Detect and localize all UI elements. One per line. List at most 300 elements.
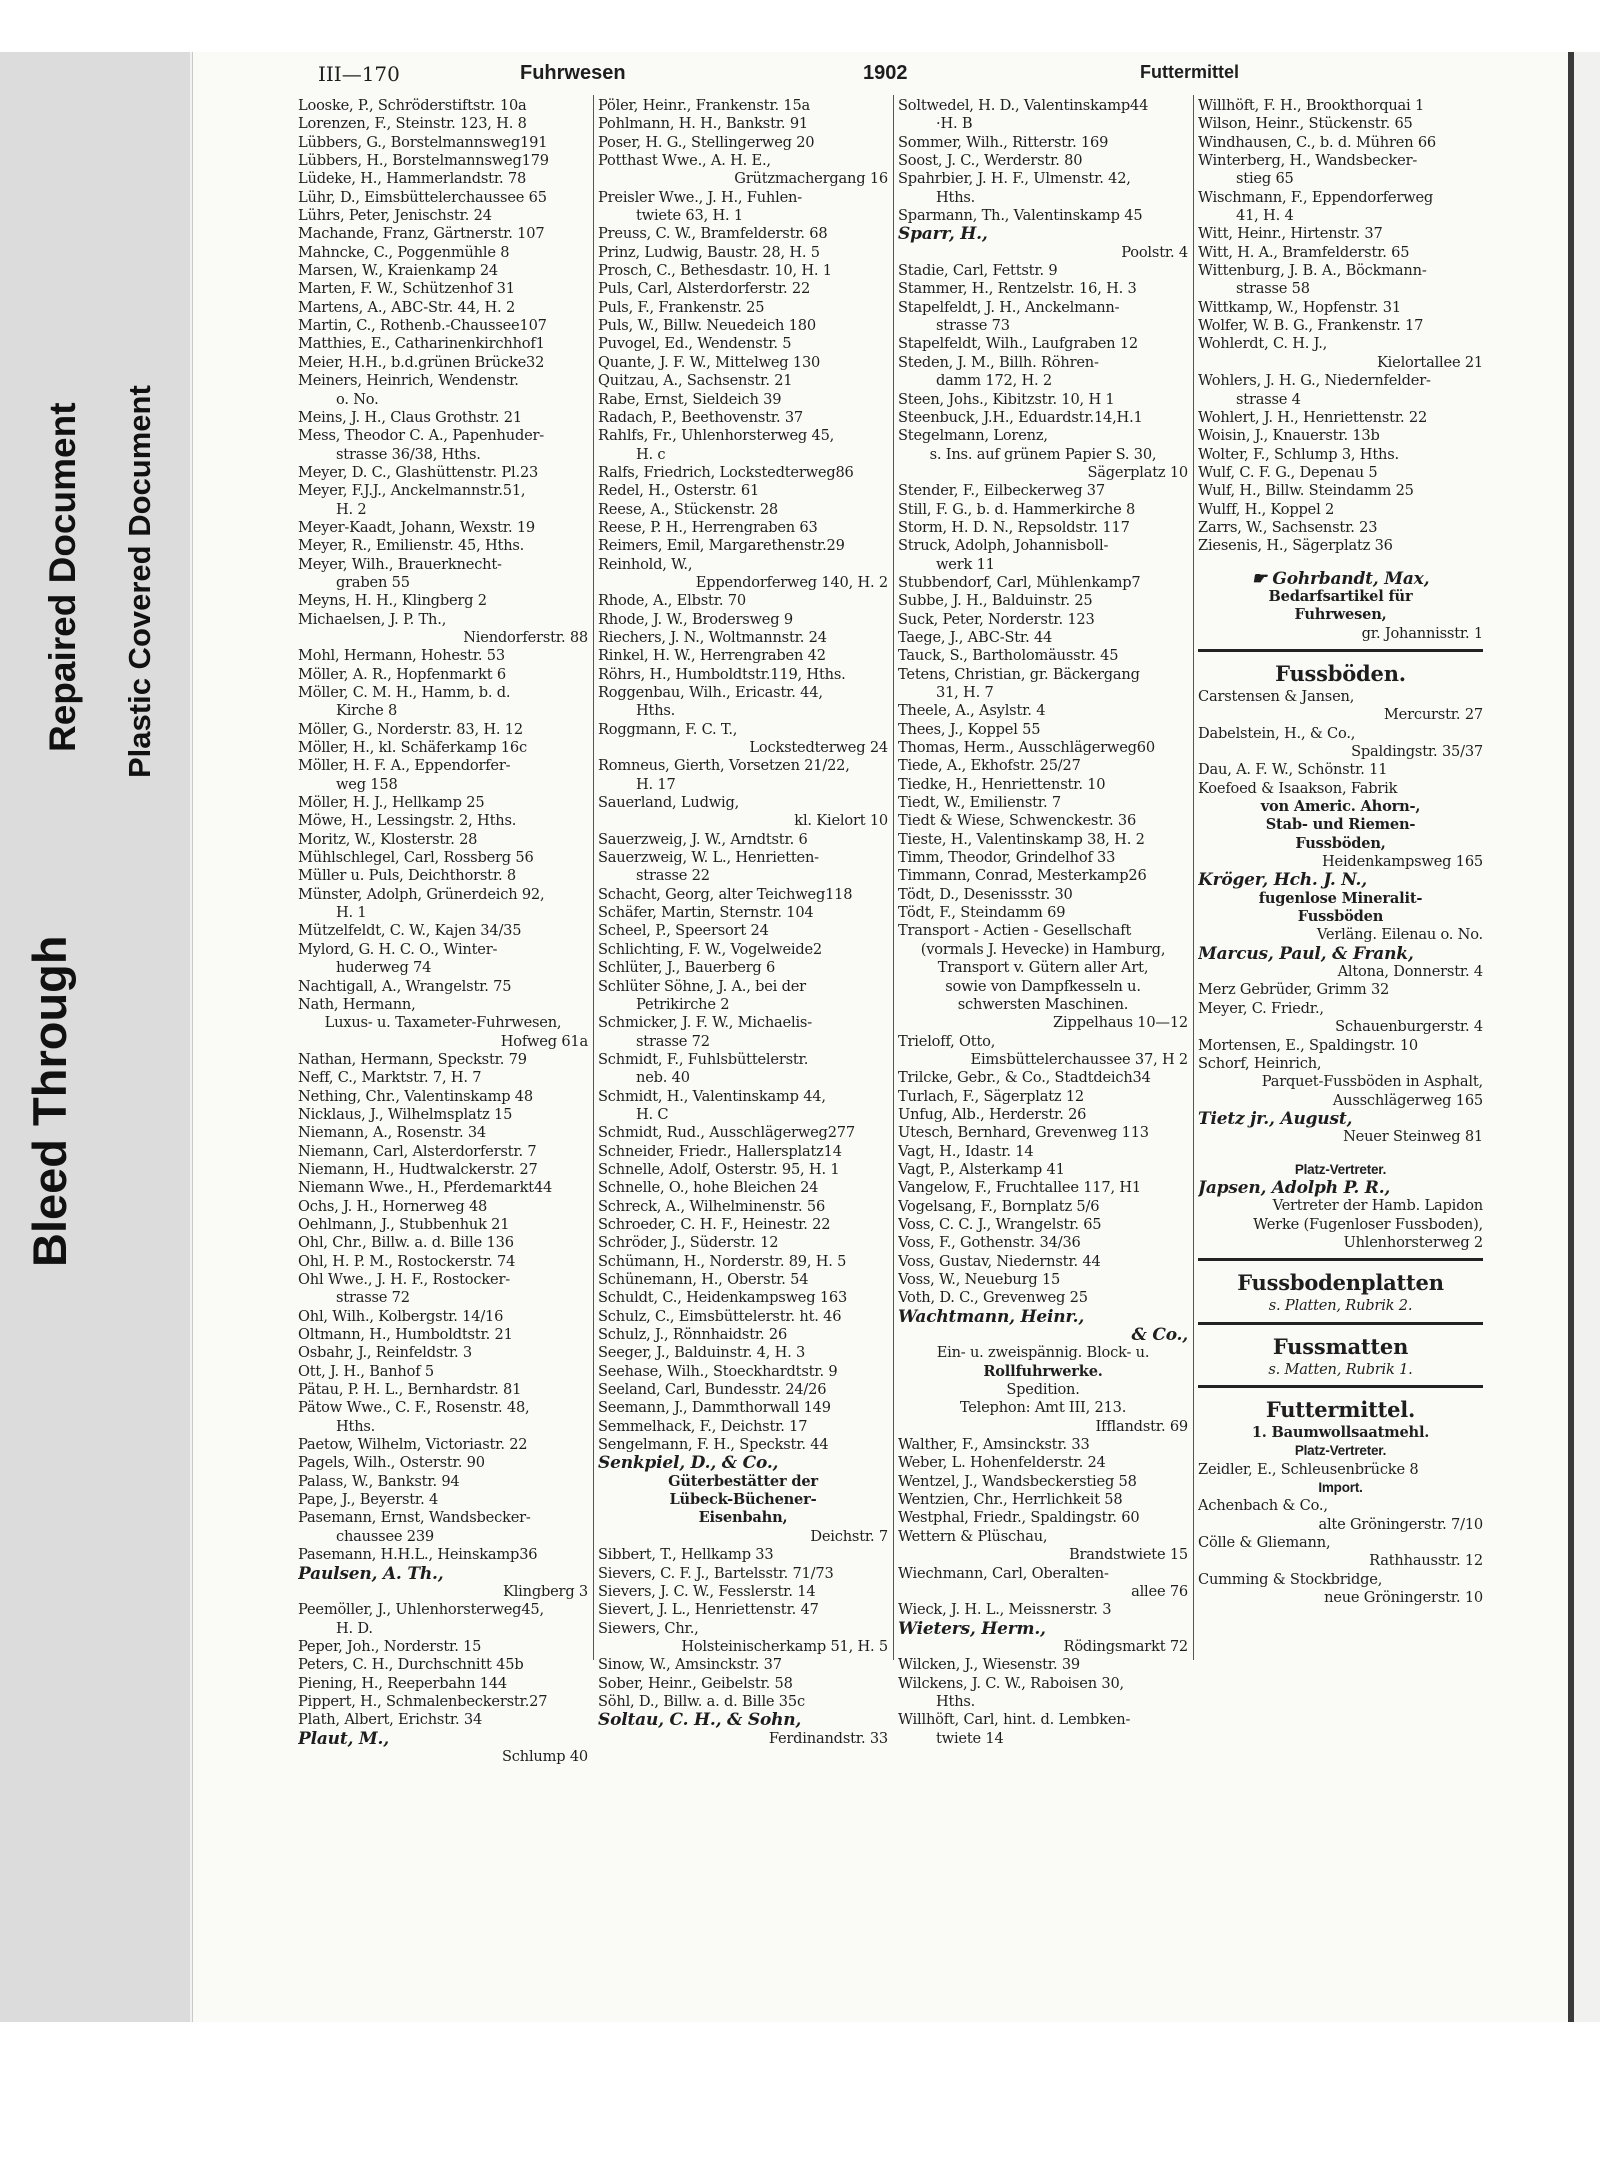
directory-entry: Spahrbier, J. H. F., Ulmenstr. 42, [898,170,1131,188]
directory-entry: Oltmann, H., Humboldtstr. 21 [298,1326,513,1344]
directory-entry: Thees, J., Koppel 55 [898,720,1041,738]
column-divider [1193,95,1194,1660]
directory-entry: Witt, Heinr., Hirtenstr. 37 [1198,225,1383,243]
directory-entry: Sievers, C. F. J., Bartelsstr. 71/73 [598,1564,834,1582]
directory-entry: Mortensen, E., Spaldingstr. 10 [1198,1036,1419,1054]
entry-continuation: chaussee 239 [336,1527,435,1545]
directory-entry: Wilcken, J., Wiesenstr. 39 [898,1656,1080,1674]
directory-entry: Mylord, G. H. C. O., Winter- [298,940,498,958]
directory-entry: Weber, L. Hohenfelderstr. 24 [898,1454,1106,1472]
entry-description: Rollfuhrwerke. [983,1362,1103,1380]
directory-entry: Vangelow, F., Fruchtallee 117, H1 [898,1179,1141,1197]
directory-entry: Oehlmann, J., Stubbenhuk 21 [298,1215,510,1233]
entry-continuation: Klingberg 3 [503,1582,588,1600]
directory-entry: Neff, C., Marktstr. 7, H. 7 [298,1069,482,1087]
entry-continuation: Holsteinischerkamp 51, H. 5 [681,1637,888,1655]
directory-entry: Martin, C., Rothenb.-Chaussee107 [298,317,547,335]
directory-entry: Machande, Franz, Gärtnerstr. 107 [298,225,545,243]
entry-continuation: Ifflandstr. 69 [1095,1417,1188,1435]
directory-entry: Semmelhack, F., Deichstr. 17 [598,1417,808,1435]
directory-entry: Paetow, Wilhelm, Victoriastr. 22 [298,1436,528,1454]
directory-entry: Stegelmann, Lorenz, [898,427,1048,445]
directory-entry: Woisin, J., Knauerstr. 13b [1198,427,1380,445]
entry-description: 1. Baumwollsaatmehl. [1251,1423,1430,1441]
directory-entry: Söhl, D., Billw. a. d. Bille 35c [598,1692,805,1710]
directory-entry: Ohl, Wilh., Kolbergstr. 14/16 [298,1307,504,1325]
entry-continuation: Rödingsmarkt 72 [1063,1637,1188,1655]
directory-entry: Peper, Joh., Norderstr. 15 [298,1637,482,1655]
directory-entry: Scheel, P., Speersort 24 [598,922,769,940]
directory-entry: Redel, H., Osterstr. 61 [598,482,760,500]
subsection-heading: Import. [1318,1480,1363,1495]
directory-entry: Westphal, Friedr., Spaldingstr. 60 [898,1509,1140,1527]
directory-entry: Wettern & Plüschau, [898,1527,1048,1545]
directory-entry: Suck, Peter, Norderstr. 123 [898,610,1095,628]
directory-entry: Schmidt, Rud., Ausschlägerweg277 [598,1124,855,1142]
plastic-covered-label: Plastic Covered Document [122,385,157,778]
directory-entry: Roggenbau, Wilh., Ericastr. 44, [598,684,823,701]
directory-entry: Sparmann, Th., Valentinskamp 45 [898,207,1143,225]
directory-entry: Mützelfeldt, C. W., Kajen 34/35 [298,922,522,940]
entry-continuation: H. c [636,445,666,463]
entry-continuation: neue Gröningerstr. 10 [1324,1589,1483,1607]
directory-entry: Piening, H., Reeperbahn 144 [298,1674,508,1692]
directory-entry: Timmann, Conrad, Mesterkamp26 [898,867,1147,885]
directory-entry: Möwe, H., Lessingstr. 2, Hths. [298,812,517,830]
directory-entry: Michaelsen, J. P. Th., [298,610,447,628]
directory-entry: Walther, F., Amsinckstr. 33 [898,1436,1090,1454]
entry-description: Telephon: Amt III, 213. [959,1399,1127,1417]
directory-entry: Meyer, F.J.J., Anckelmannstr.51, [298,482,526,500]
directory-entry: Schmidt, F., Fuhlsbüttelerstr. [598,1050,809,1068]
directory-entry: Wolfer, W. B. G., Frankenstr. 17 [1198,317,1424,335]
highlighted-entry: Kröger, Hch. J. N., [1198,871,1367,890]
column-1 [298,97,588,1766]
directory-entry: Koefoed & Isaakson, Fabrik [1198,779,1398,797]
directory-entry: Voss, W., Neueburg 15 [898,1271,1061,1288]
directory-entry: Lübbers, G., Borstelmannsweg191 [298,133,548,151]
directory-entry: Mühlschlegel, Carl, Rossberg 56 [298,849,534,867]
entry-continuation: Rathhausstr. 12 [1369,1552,1483,1570]
entry-continuation: Poolstr. 4 [1121,243,1188,261]
directory-entry: Pagels, Wilh., Osterstr. 90 [298,1454,485,1472]
directory-entry: Voss, Gustav, Niedernstr. 44 [898,1252,1101,1270]
directory-entry: Preisler Wwe., J. H., Fuhlen- [598,188,802,206]
directory-entry: Nachtigall, A., Wrangelstr. 75 [298,977,512,995]
directory-entry: Schmicker, J. F. W., Michaelis- [598,1014,812,1032]
directory-entry: Möller, H., kl. Schäferkamp 16c [298,739,527,757]
directory-entry: Meyer, D. C., Glashüttenstr. Pl.23 [298,463,539,481]
bleed-through-label: Bleed Through [23,935,76,1267]
entry-description: Bedarfsartikel für [1268,587,1413,605]
highlighted-entry: Soltau, C. H., & Sohn, [598,1711,802,1730]
directory-entry: Seeger, J., Balduinstr. 4, H. 3 [598,1344,806,1362]
directory-entry: Sauerzweig, W. L., Henrietten- [598,849,819,867]
entry-description: Spedition. [1006,1381,1080,1399]
page-header [318,62,1546,92]
directory-entry: Unfug, Alb., Herderstr. 26 [898,1105,1087,1123]
directory-entry: Seehase, Wilh., Stoeckhardtstr. 9 [598,1362,838,1380]
entry-continuation: damm 172, H. 2 [936,372,1052,390]
entry-description: Transport v. Gütern aller Art, [937,959,1149,977]
entry-continuation: Brandstwiete 15 [1068,1546,1188,1564]
entry-continuation: Neuer Steinweg 81 [1343,1128,1483,1146]
directory-entry: Schnelle, O., hohe Bleichen 24 [598,1179,819,1197]
entry-continuation: Spaldingstr. 35/37 [1351,743,1483,760]
directory-entry: Preuss, C. W., Bramfelderstr. 68 [598,225,828,243]
directory-entry: Pasemann, H.H.L., Heinskamp36 [298,1546,538,1564]
directory-entry: Meyer, C. Friedr., [1198,999,1324,1017]
directory-entry: Subbe, J. H., Balduinstr. 25 [898,592,1093,610]
directory-entry: Wieck, J. H. L., Meissnerstr. 3 [898,1601,1112,1619]
directory-entry: Plath, Albert, Erichstr. 34 [298,1711,483,1729]
directory-entry: Schäfer, Martin, Sternstr. 104 [598,904,814,922]
entry-description: Luxus- u. Taxameter-Fuhrwesen, [324,1014,562,1032]
spacer [1198,1147,1483,1161]
entry-continuation: Zippelhaus 10—12 [1053,1014,1188,1032]
directory-entry: Sievert, J. L., Henriettenstr. 47 [598,1601,819,1619]
directory-entry: Niemann, Carl, Alsterdorferstr. 7 [298,1142,537,1160]
directory-entry: Utesch, Bernhard, Grevenweg 113 [898,1124,1149,1142]
directory-entry: Transport - Actien - Gesellschaft [898,922,1132,940]
entry-continuation: Kirche 8 [336,702,398,720]
directory-entry: Ohl, Chr., Billw. a. d. Bille 136 [298,1234,514,1252]
entry-continuation: H. C [636,1105,669,1123]
entry-continuation: Hofweg 61a [500,1032,588,1050]
section-heading: Fussbodenplatten [1237,1270,1444,1296]
cross-reference: s. Matten, Rubrik 1. [1268,1360,1413,1378]
highlighted-entry: Plaut, M., [298,1729,389,1748]
directory-entry: Möller, H. J., Hellkamp 25 [298,794,485,812]
directory-entry: Timm, Theodor, Grindelhof 33 [898,849,1116,867]
directory-entry: Lühr, D., Eimsbüttelerchaussee 65 [298,188,547,206]
directory-entry: Rabe, Ernst, Sieldeich 39 [598,390,782,408]
directory-entry: Quante, J. F. W., Mittelweg 130 [598,353,821,371]
directory-entry: Tiedt, W., Emilienstr. 7 [898,794,1061,812]
entry-description: Güterbestätter der [668,1472,818,1490]
directory-entry: Siewers, Chr., [598,1619,699,1637]
entry-continuation: Sägerplatz 10 [1087,463,1188,481]
directory-entry: Schnelle, Adolf, Osterstr. 95, H. 1 [598,1160,840,1178]
directory-entry: Soost, J. C., Werderstr. 80 [898,152,1083,170]
entry-continuation: ·H. B [936,115,973,133]
directory-entry: Meier, H.H., b.d.grünen Brücke32 [298,353,545,371]
entry-description: Eisenbahn, [698,1509,788,1527]
entry-continuation: Schlump 40 [501,1747,588,1765]
directory-entry: Röhrs, H., Humboldtstr.119, Hths. [598,665,846,683]
entry-continuation: H. D. [336,1619,373,1637]
directory-entry: Lübbers, H., Borstelmannsweg179 [298,152,549,170]
highlighted-entry: Marcus, Paul, & Frank, [1198,944,1414,964]
directory-entry: Schünemann, H., Oberstr. 54 [598,1271,809,1288]
section-heading: Fussmatten [1272,1333,1409,1359]
directory-entry: Lüdeke, H., Hammerlandstr. 78 [298,170,527,188]
directory-entry: Wittkamp, W., Hopfenstr. 31 [1198,298,1401,316]
directory-entry: Wohlerdt, C. H. J., [1198,335,1328,353]
entry-description: Fuhrwesen, [1294,606,1387,624]
directory-entry: Ohl, H. P. M., Rostockerstr. 74 [298,1252,516,1270]
directory-entry: Pöler, Heinr., Frankenstr. 15a [598,97,811,114]
directory-entry: Riechers, J. N., Woltmannstr. 24 [598,628,827,646]
directory-entry: Schlichting, F. W., Vogelweide2 [598,940,823,958]
directory-entry: Reese, A., Stückenstr. 28 [598,500,779,518]
directory-entry: Cumming & Stockbridge, [1198,1570,1383,1588]
directory-entry: Seemann, J., Dammthorwall 149 [598,1399,831,1417]
directory-entry: Voss, C. C. J., Wrangelstr. 65 [898,1215,1102,1233]
cross-reference: s. Platten, Rubrik 2. [1268,1297,1413,1315]
directory-entry: Wohlers, J. H. G., Niedernfelder- [1198,372,1431,390]
directory-entry: Marsen, W., Kraienkamp 24 [298,262,499,280]
entry-continuation: Lockstedterweg 24 [749,739,888,757]
directory-entry: Ott, J. H., Banhof 5 [298,1362,434,1380]
entry-continuation: Hths. [936,188,976,206]
highlighted-entry: Sparr, H., [898,225,988,244]
entry-description: Fussböden [1297,908,1384,926]
entry-continuation: H. 17 [636,775,676,793]
left-title: Fuhrwesen [520,62,626,84]
directory-entry: Merz Gebrüder, Grimm 32 [1198,981,1390,999]
directory-entry: Nicklaus, J., Wilhelmsplatz 15 [298,1105,513,1123]
entry-continuation: twiete 14 [936,1729,1004,1747]
highlighted-entry: & Co., [1131,1326,1188,1345]
directory-entry: Pippert, H., Schmalenbeckerstr.27 [298,1692,548,1710]
directory-entry: Matthies, E., Catharinenkirchhof1 [298,335,545,353]
directory-entry: Tödt, F., Steindamm 69 [898,904,1066,922]
directory-entry: Stapelfeldt, J. H., Anckelmann- [898,298,1120,316]
directory-entry: Seeland, Carl, Bundesstr. 24/26 [598,1381,827,1399]
spacer [1198,556,1483,570]
directory-entry: Vogelsang, F., Bornplatz 5/6 [898,1197,1100,1215]
directory-entry: Schlüter, J., Bauerberg 6 [598,959,776,977]
directory-entry: Wischmann, F., Eppendorferweg [1198,188,1434,206]
directory-entry: Struck, Adolph, Johannisboll- [898,537,1109,555]
entry-continuation: o. No. [336,390,379,408]
directory-entry: Münster, Adolph, Grünerdeich 92, [298,885,545,903]
section-rule [1198,1258,1483,1261]
entry-continuation: strasse 72 [636,1032,710,1050]
directory-entry: Sibbert, T., Hellkamp 33 [598,1546,774,1564]
directory-entry: Tiedt & Wiese, Schwenckestr. 36 [898,812,1137,830]
directory-entry: Peters, C. H., Durchschnitt 45b [298,1656,524,1674]
entry-continuation: Ausschlägerweg 165 [1332,1091,1483,1109]
subsection-heading: Platz-Vertreter. [1294,1443,1387,1459]
highlighted-entry: Wieters, Herm., [898,1619,1046,1638]
entry-continuation: kl. Kielort 10 [794,812,888,830]
directory-entry: Meiners, Heinrich, Wendenstr. [298,372,519,390]
directory-entry: Looske, P., Schröderstiftstr. 10a [298,97,527,114]
directory-entry: Willhöft, Carl, hint. d. Lembken- [898,1711,1131,1729]
directory-entry: Vagt, H., Idastr. 14 [898,1142,1034,1160]
directory-entry: Peemöller, J., Uhlenhorsterweg45, [298,1601,544,1619]
directory-entry: Zeidler, E., Schleusenbrücke 8 [1198,1460,1419,1478]
entry-continuation: stieg 65 [1236,170,1294,188]
directory-entry: Sober, Heinr., Geibelstr. 58 [598,1674,793,1692]
directory-entry: Stammer, H., Rentzelstr. 16, H. 3 [898,280,1137,298]
directory-entry: Vagt, P., Alsterkamp 41 [898,1160,1065,1178]
directory-entry: Sommer, Wilh., Ritterstr. 169 [898,133,1109,151]
directory-entry: Prinz, Ludwig, Baustr. 28, H. 5 [598,243,820,261]
directory-entry: Meins, J. H., Claus Grothstr. 21 [298,408,522,426]
highlighted-entry: ☛ Gohrbandt, Max, [1251,569,1430,588]
directory-entry: Tetens, Christian, gr. Bäckergang [898,665,1140,683]
directory-entry: Schlüter Söhne, J. A., bei der [598,977,806,995]
column-3 [898,97,1188,1748]
directory-entry: Storm, H. D. N., Repsoldstr. 117 [898,518,1130,536]
entry-continuation: weg 158 [336,775,398,793]
directory-entry: Winterberg, H., Wandsbecker- [1198,152,1418,170]
directory-entry: Schreck, A., Wilhelminenstr. 56 [598,1197,826,1215]
entry-continuation: huderweg 74 [336,959,432,977]
directory-entry: Mahncke, C., Poggenmühle 8 [298,243,510,261]
directory-entry: Lührs, Peter, Jenischstr. 24 [298,207,492,225]
entry-continuation: H. 2 [336,500,367,518]
directory-entry: Wentzien, Chr., Herrlichkeit 58 [898,1491,1123,1509]
directory-entry: Reese, P. H., Herrengraben 63 [598,518,818,536]
entry-description: Lübeck-Büchener- [669,1491,817,1509]
entry-continuation: Hths. [336,1417,376,1435]
directory-entry: Mess, Theodor C. A., Papenhuder- [298,427,545,445]
directory-entry: Palass, W., Bankstr. 94 [298,1472,460,1490]
repaired-document-label: Repaired Document [42,402,83,752]
directory-entry: Ralfs, Friedrich, Lockstedterweg86 [598,463,854,481]
directory-entry: Poser, H. G., Stellingerweg 20 [598,133,815,151]
column-divider [593,95,594,1660]
entry-continuation: Vertreter der Hamb. Lapidon [1272,1197,1483,1215]
directory-entry: Wolter, F., Schlump 3, Hths. [1198,445,1399,463]
directory-entry: Achenbach & Co., [1198,1497,1328,1515]
entry-description: sowie von Dampfkesseln u. [945,977,1141,995]
directory-entry: Mohl, Hermann, Hohestr. 53 [298,647,505,665]
entry-continuation: Hths. [936,1692,976,1710]
entry-continuation: Eppendorferweg 140, H. 2 [695,573,888,591]
section-rule [1198,1322,1483,1325]
section-heading: Fussböden. [1275,660,1406,686]
directory-entry: Moritz, W., Klosterstr. 28 [298,830,478,848]
entry-continuation: Eimsbüttelerchaussee 37, H 2 [970,1050,1188,1068]
entry-continuation: alte Gröningerstr. 7/10 [1318,1515,1483,1533]
entry-continuation: allee 76 [1131,1582,1188,1600]
directory-entry: Nath, Hermann, [298,995,416,1013]
directory-entry: Still, F. G., b. d. Hammerkirche 8 [898,500,1136,518]
directory-entry: Thomas, Herm., Ausschlägerweg60 [898,739,1155,757]
directory-entry: Cölle & Gliemann, [1198,1534,1331,1552]
directory-entry: Romneus, Gierth, Vorsetzen 21/22, [598,757,850,775]
directory-entry: Schümann, H., Norderstr. 89, H. 5 [598,1252,847,1270]
directory-entry: Reinhold, W., [598,555,693,573]
entry-continuation: gr. Johannisstr. 1 [1361,624,1483,642]
directory-entry: Pape, J., Beyerstr. 4 [298,1491,439,1509]
entry-description: (vormals J. Hevecke) in Hamburg, [920,940,1166,958]
directory-entry: Voth, D. C., Grevenweg 25 [898,1289,1088,1307]
directory-entry: Pätow Wwe., C. F., Rosenstr. 48, [298,1399,530,1417]
entry-continuation: Petrikirche 2 [636,995,730,1013]
directory-entry: Windhausen, C., b. d. Mühren 66 [1198,133,1437,151]
entry-description: von Americ. Ahorn-, [1260,798,1421,816]
entry-continuation: graben 55 [336,573,410,591]
entry-continuation: werk 11 [936,555,995,573]
directory-entry: Tödt, D., Desenissstr. 30 [898,885,1073,903]
directory-entry: Sengelmann, F. H., Speckstr. 44 [598,1436,829,1454]
entry-continuation: strasse 22 [636,867,710,885]
entry-description: fugenlose Mineralit- [1258,889,1423,907]
directory-entry: Roggmann, F. C. T., [598,720,738,738]
directory-entry: Ohl Wwe., J. H. F., Rostocker- [298,1271,510,1288]
highlighted-entry: Paulsen, A. Th., [298,1564,444,1583]
directory-entry: Tiedke, H., Henriettenstr. 10 [898,775,1106,793]
directory-entry: Schacht, Georg, alter Teichweg118 [598,885,853,903]
directory-entry: Steden, J. M., Billh. Röhren- [898,353,1099,371]
entry-description: Ein- u. zweispännig. Block- u. [936,1344,1150,1362]
directory-entry: Rhode, A., Elbstr. 70 [598,592,746,610]
entry-continuation: Schauenburgerstr. 4 [1335,1018,1483,1036]
directory-entry: Wulff, H., Koppel 2 [1198,500,1335,518]
directory-entry: Wilckens, J. C. W., Raboisen 30, [898,1674,1124,1692]
directory-entry: Marten, F. W., Schützenhof 31 [298,280,515,298]
directory-entry: Pasemann, Ernst, Wandsbecker- [298,1509,531,1527]
directory-entry: Lorenzen, F., Steinstr. 123, H. 8 [298,115,527,133]
entry-continuation: Uhlenhorsterweg 2 [1343,1233,1483,1251]
document-condition-sidebar [0,52,190,2022]
directory-entry: Tiede, A., Ekhofstr. 25/27 [898,757,1081,775]
directory-entry: Trilcke, Gebr., & Co., Stadtdeich34 [898,1069,1151,1087]
entry-continuation: strasse 72 [336,1289,410,1307]
entry-continuation: 31, H. 7 [936,684,994,701]
directory-entry: Schmidt, H., Valentinskamp 44, [598,1087,826,1105]
entry-continuation: Deichstr. 7 [810,1527,888,1545]
column-2 [598,97,888,1748]
directory-entry: Ochs, J. H., Hornerweg 48 [298,1197,488,1215]
directory-entry: Nething, Chr., Valentinskamp 48 [298,1087,533,1105]
directory-entry: Niemann Wwe., H., Pferdemarkt44 [298,1179,553,1197]
entry-continuation: Verläng. Eilenau o. No. [1316,926,1483,944]
directory-entry: Steenbuck, J.H., Eduardstr.14,H.1 [898,408,1143,426]
highlighted-entry: Tietz jr., August, [1198,1109,1353,1129]
directory-entry: Möller, G., Norderstr. 83, H. 12 [298,720,523,738]
entry-continuation: strasse 58 [1236,280,1310,298]
directory-entry: Steen, Johs., Kibitzstr. 10, H 1 [898,390,1115,408]
entry-continuation: Mercurstr. 27 [1383,706,1483,724]
directory-entry: Carstensen & Jansen, [1198,687,1355,705]
directory-entry: Wilson, Heinr., Stückenstr. 65 [1198,115,1413,133]
directory-entry: Rhode, J. W., Brodersweg 9 [598,610,793,628]
directory-entry: Willhöft, F. H., Brookthorquai 1 [1198,97,1425,114]
directory-entry: Sauerland, Ludwig, [598,794,740,812]
directory-entry: Stapelfeldt, Wilh., Laufgraben 12 [898,335,1138,353]
directory-entry: Taege, J., ABC-Str. 44 [898,628,1053,646]
entry-continuation: Heidenkampsweg 165 [1322,853,1483,871]
directory-entry: Soltwedel, H. D., Valentinskamp44 [898,97,1149,114]
directory-entry: Wittenburg, J. B. A., Böckmann- [1198,262,1427,280]
directory-entry: Quitzau, A., Sachsenstr. 21 [598,372,793,390]
directory-entry: Meyer-Kaadt, Johann, Wexstr. 19 [298,518,536,536]
directory-entry: Schneider, Friedr., Hallersplatz14 [598,1142,842,1160]
column-divider [893,95,894,1660]
directory-entry: Tieste, H., Valentinskamp 38, H. 2 [898,830,1145,848]
entry-continuation: Grützmachergang 16 [734,170,888,188]
entry-continuation: Niendorferstr. 88 [463,628,588,646]
entry-description: Stab- und Riemen- [1265,816,1416,834]
entry-continuation: 41, H. 4 [1236,207,1294,225]
directory-entry: Puls, Carl, Alsterdorferstr. 22 [598,280,811,298]
directory-entry: Rahlfs, Fr., Uhlenhorsterweg 45, [598,427,835,445]
directory-entry: Stubbendorf, Carl, Mühlenkamp7 [898,573,1141,591]
directory-entry: Osbahr, J., Reinfeldstr. 3 [298,1344,473,1362]
directory-entry: Schulz, J., Rönnhaidstr. 26 [598,1326,788,1344]
directory-entry: Puvogel, Ed., Wendenstr. 5 [598,335,792,353]
directory-entry: Martens, A., ABC-Str. 44, H. 2 [298,298,516,316]
directory-entry: Sievers, J. C. W., Fesslerstr. 14 [598,1582,816,1600]
page-edge [1568,52,1574,2022]
